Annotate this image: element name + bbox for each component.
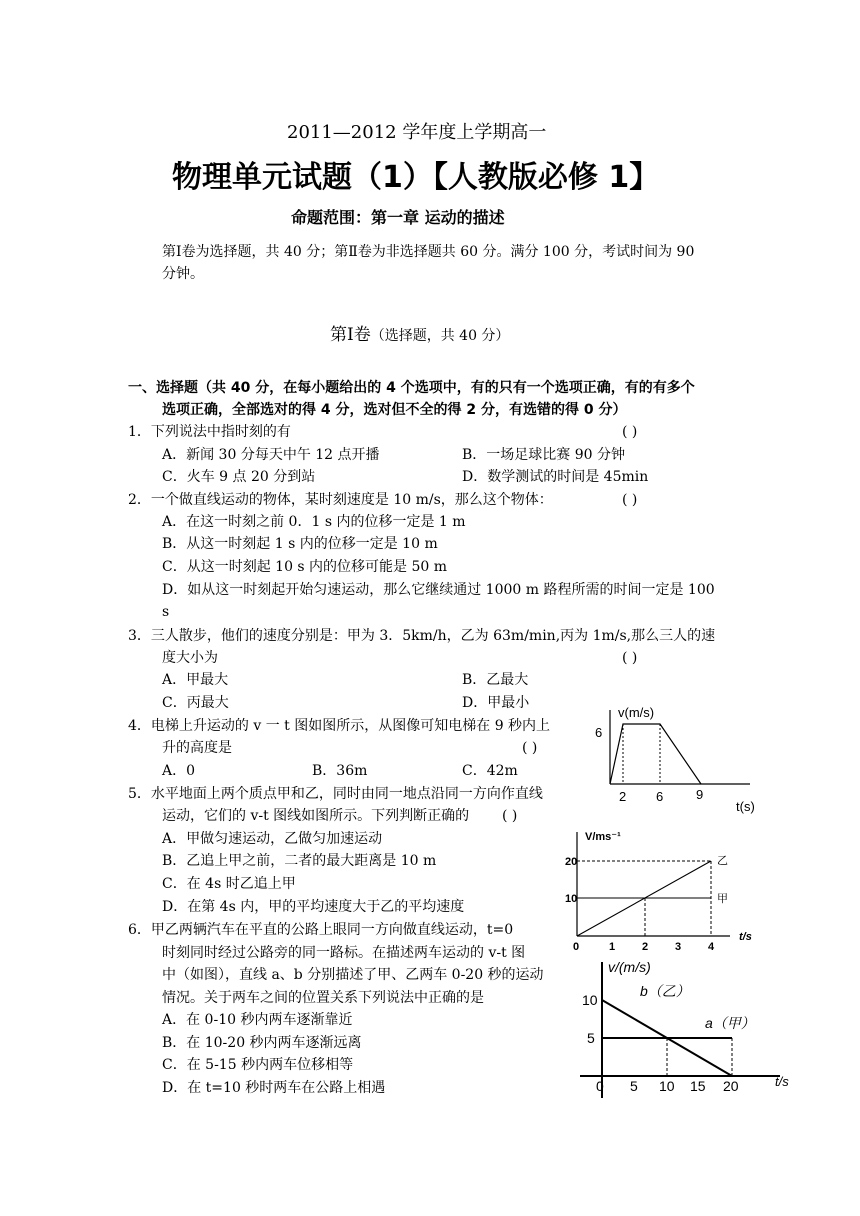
- q5-answer-blank: ( ): [502, 808, 518, 824]
- fig2-ylabel: V/ms⁻¹: [585, 831, 621, 843]
- fig3-x0: 0: [596, 1078, 604, 1094]
- fig2-y10: 10: [565, 893, 578, 905]
- exam-title: 物理单元试题（1）【人教版必修 1】: [172, 160, 660, 195]
- q6-option-b: B．在 10-20 秒内两车逐渐远离: [162, 1035, 362, 1051]
- q3-option-b: B．乙最大: [462, 672, 529, 688]
- q2-stem: 2．一个做直线运动的物体，某时刻速度是 10 m/s，那么这个物体：: [128, 492, 553, 508]
- q6-stem-4: 情况。关于两车之间的位置关系下列说法中正确的是: [162, 990, 484, 1006]
- q6-option-a: A．在 0-10 秒内两车逐渐靠近: [162, 1012, 353, 1028]
- fig2-label-jia: 甲: [717, 893, 728, 905]
- q2-option-d-cont: s: [162, 604, 170, 620]
- q5-option-a: A．甲做匀速运动，乙做匀加速运动: [162, 831, 383, 847]
- q5-option-c: C．在 4s 时乙追上甲: [162, 876, 296, 892]
- q1-answer-blank: ( ): [622, 424, 638, 440]
- fig3-x20: 20: [723, 1078, 739, 1094]
- q2-option-b: B．从这一时刻起 1 s 内的位移一定是 10 m: [162, 536, 438, 552]
- q2-answer-blank: ( ): [622, 492, 638, 508]
- fig1-x9: 9: [696, 787, 704, 802]
- fig1-x6: 6: [656, 789, 664, 804]
- q5-option-b: B．乙追上甲之前，二者的最大距离是 10 m: [162, 853, 437, 869]
- q6-stem-3: 中（如图），直线 a、b 分别描述了甲、乙两车 0-20 秒的运动: [162, 967, 544, 983]
- fig3-label-a: a（甲）: [705, 1015, 755, 1031]
- fig2-y20: 20: [565, 856, 578, 868]
- part-one-line-2: 选项正确，全部选对的得 4 分，选对但不全的得 2 分，有选错的得 0 分）: [162, 402, 627, 418]
- fig3-ylabel: v/(m/s): [608, 959, 651, 975]
- q1-option-b: B．一场足球比赛 90 分钟: [462, 447, 626, 463]
- fig3-x15: 15: [690, 1078, 706, 1094]
- q1-option-c: C．火车 9 点 20 分到站: [162, 469, 316, 485]
- fig3-y5: 5: [587, 1030, 595, 1046]
- fig2-label-yi: 乙: [717, 855, 728, 867]
- intro-line-2: 分钟。: [162, 266, 204, 282]
- part-one-line-1: 一、选择题（共 40 分，在每小题给出的 4 个选项中，有的只有一个选项正确，有的有多个: [128, 380, 695, 396]
- fig3-x5: 5: [630, 1078, 638, 1094]
- exam-range: 命题范围：第一章 运动的描述: [291, 208, 505, 227]
- fig3-label-b: b（乙）: [640, 983, 690, 999]
- fig2-x4: 4: [708, 941, 715, 953]
- q3-answer-blank: ( ): [622, 650, 638, 666]
- q1-option-d: D．数学测试的时间是 45min: [462, 469, 649, 485]
- fig2-x0: 0: [573, 941, 580, 953]
- q6-option-c: C．在 5-15 秒内两车位移相等: [162, 1057, 354, 1073]
- q3-option-d: D．甲最小: [462, 695, 530, 711]
- figure-cars-vt: [580, 958, 795, 1108]
- q1-option-a: A．新闻 30 分每天中午 12 点开播: [162, 447, 380, 463]
- q5-stem-1: 5．水平地面上两个质点甲和乙，同时由同一地点沿同一方向作直线: [128, 786, 543, 802]
- q2-option-a: A．在这一时刻之前 0．1 s 内的位移一定是 1 m: [162, 514, 466, 530]
- fig1-velocity-line: [610, 724, 701, 784]
- q2-option-c: C．从这一时刻起 10 s 内的位移可能是 50 m: [162, 559, 448, 575]
- fig2-x1: 1: [609, 941, 616, 953]
- q5-stem-2: 运动，它们的 v-t 图线如图所示。下列判断正确的: [162, 808, 470, 824]
- q3-option-c: C．丙最大: [162, 695, 229, 711]
- fig2-x3: 3: [675, 941, 682, 953]
- q3-option-a: A．甲最大: [162, 672, 229, 688]
- fig1-ylabel: v(m/s): [618, 705, 655, 720]
- q5-option-d: D．在第 4s 内，甲的平均速度大于乙的平均速度: [162, 899, 465, 915]
- fig3-y10: 10: [582, 992, 598, 1008]
- q3-stem-2: 度大小为: [162, 650, 218, 666]
- q4-stem-1: 4．电梯上升运动的 v 一 t 图如图所示，从图像可知电梯在 9 秒内上: [128, 718, 551, 734]
- q1-stem: 1．下列说法中指时刻的有: [128, 424, 291, 440]
- q6-stem-2: 时刻同时经过公路旁的同一路标。在描述两车运动的 v-t 图: [162, 945, 526, 961]
- fig3-x10: 10: [659, 1078, 675, 1094]
- fig2-xlabel: t/s: [739, 931, 752, 943]
- fig3-xlabel: t/s: [775, 1074, 789, 1089]
- q4-stem-2: 升的高度是: [162, 740, 232, 756]
- section-name: 第Ⅰ卷: [330, 325, 371, 345]
- q2-option-d: D．如从这一时刻起开始匀速运动，那么它继续通过 1000 m 路程所需的时间一定是 100: [162, 582, 715, 598]
- q4-answer-blank: ( ): [522, 740, 538, 756]
- fig1-xlabel: t(s): [736, 799, 755, 814]
- q3-stem-1: 3．三人散步，他们的速度分别是：甲为 3．5km/h，乙为 63m/min,丙为 1m/s,那么三人的速: [128, 628, 716, 644]
- figure-jia-yi-vt: [565, 828, 760, 953]
- q4-option-c: C．42m: [462, 763, 518, 779]
- exam-header: 2011—2012 学年度上学期高一: [287, 122, 547, 143]
- figure-elevator-vt: [590, 700, 760, 820]
- q4-option-b: B．36m: [312, 763, 368, 779]
- section-note: （选择题，共 40 分）: [370, 328, 510, 344]
- intro-line-1: 第Ⅰ卷为选择题，共 40 分；第Ⅱ卷为非选择题共 60 分。满分 100 分，考试时间为 90: [162, 244, 695, 260]
- q6-stem-1: 6．甲乙两辆汽车在平直的公路上眼同一方向做直线运动，t=0: [128, 922, 514, 938]
- q4-option-a: A．0: [162, 763, 196, 779]
- fig1-x2: 2: [619, 789, 627, 804]
- q6-option-d: D．在 t=10 秒时两车在公路上相遇: [162, 1080, 386, 1096]
- fig2-x2: 2: [642, 941, 649, 953]
- fig1-y6: 6: [595, 725, 603, 740]
- section-title: [330, 320, 509, 345]
